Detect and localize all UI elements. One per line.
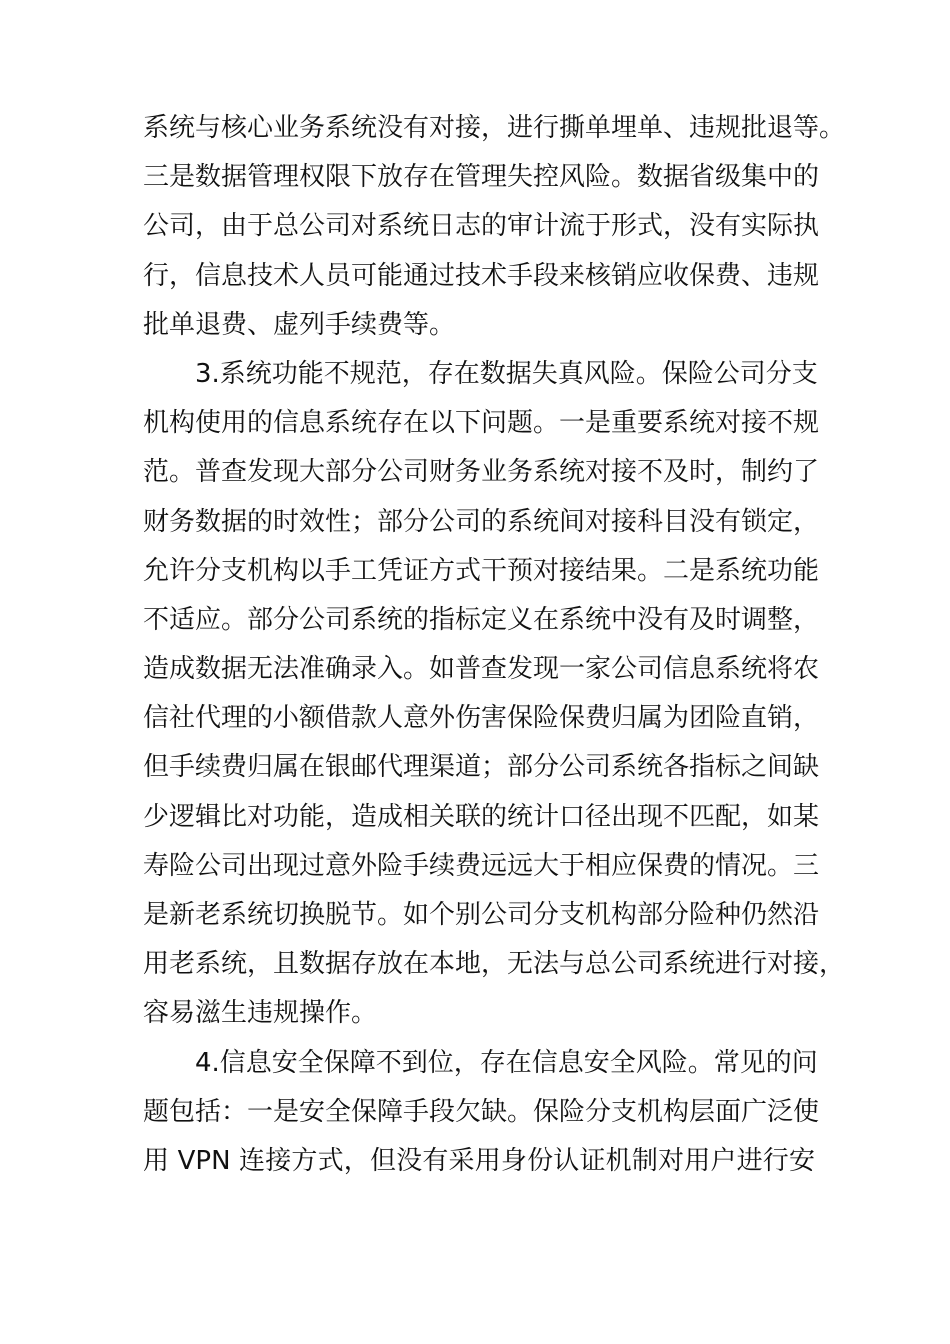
text-line: 系统与核心业务系统没有对接，进行撕单埋单、违规批退等。: [143, 113, 846, 143]
text-line: 公司，由于总公司对系统日志的审计流于形式，没有实际执: [143, 211, 820, 242]
text-line: 容易滋生违规操作。: [143, 998, 378, 1029]
text-line: 少逻辑比对功能，造成相关联的统计口径出现不匹配，如某: [143, 801, 820, 832]
text-line: 但手续费归属在银邮代理渠道；部分公司系统各指标之间缺: [143, 752, 820, 783]
text-line: 行，信息技术人员可能通过技术手段来核销应收保费、违规: [143, 260, 820, 291]
text-line: 机构使用的信息系统存在以下问题。一是重要系统对接不规: [143, 408, 820, 439]
text-line: 用老系统，且数据存放在本地，无法与总公司系统进行对接，: [143, 949, 846, 980]
text-line: 不适应。部分公司系统的指标定义在系统中没有及时调整，: [143, 604, 820, 635]
text-line: 是新老系统切换脱节。如个别公司分支机构部分险种仍然沿: [143, 900, 820, 930]
text-line: 信社代理的小额借款人意外伤害保险保费归属为团险直销，: [143, 703, 820, 734]
text-line: 造成数据无法准确录入。如普查发现一家公司信息系统将农: [143, 654, 820, 685]
body-text: [143, 104, 846, 1186]
text-line: 3.系统功能不规范，存在数据失真风险。保险公司分支: [195, 358, 818, 389]
text-line: 三是数据管理权限下放存在管理失控风险。数据省级集中的: [143, 162, 820, 193]
text-line: 用 VPN 连接方式，但没有采用身份认证机制对用户进行安: [143, 1145, 815, 1176]
text-line: 范。普查发现大部分公司财务业务系统对接不及时，制约了: [143, 457, 820, 488]
text-line: 4.信息安全保障不到位，存在信息安全风险。常见的问: [195, 1047, 818, 1078]
text-line: 寿险公司出现过意外险手续费远远大于相应保费的情况。三: [143, 850, 820, 881]
text-line: 题包括：一是安全保障手段欠缺。保险分支机构层面广泛使: [143, 1096, 820, 1127]
text-line: 允许分支机构以手工凭证方式干预对接结果。二是系统功能: [143, 555, 820, 586]
text-line: 批单退费、虚列手续费等。: [143, 309, 456, 340]
text-line: 财务数据的时效性；部分公司的系统间对接科目没有锁定，: [143, 506, 820, 537]
